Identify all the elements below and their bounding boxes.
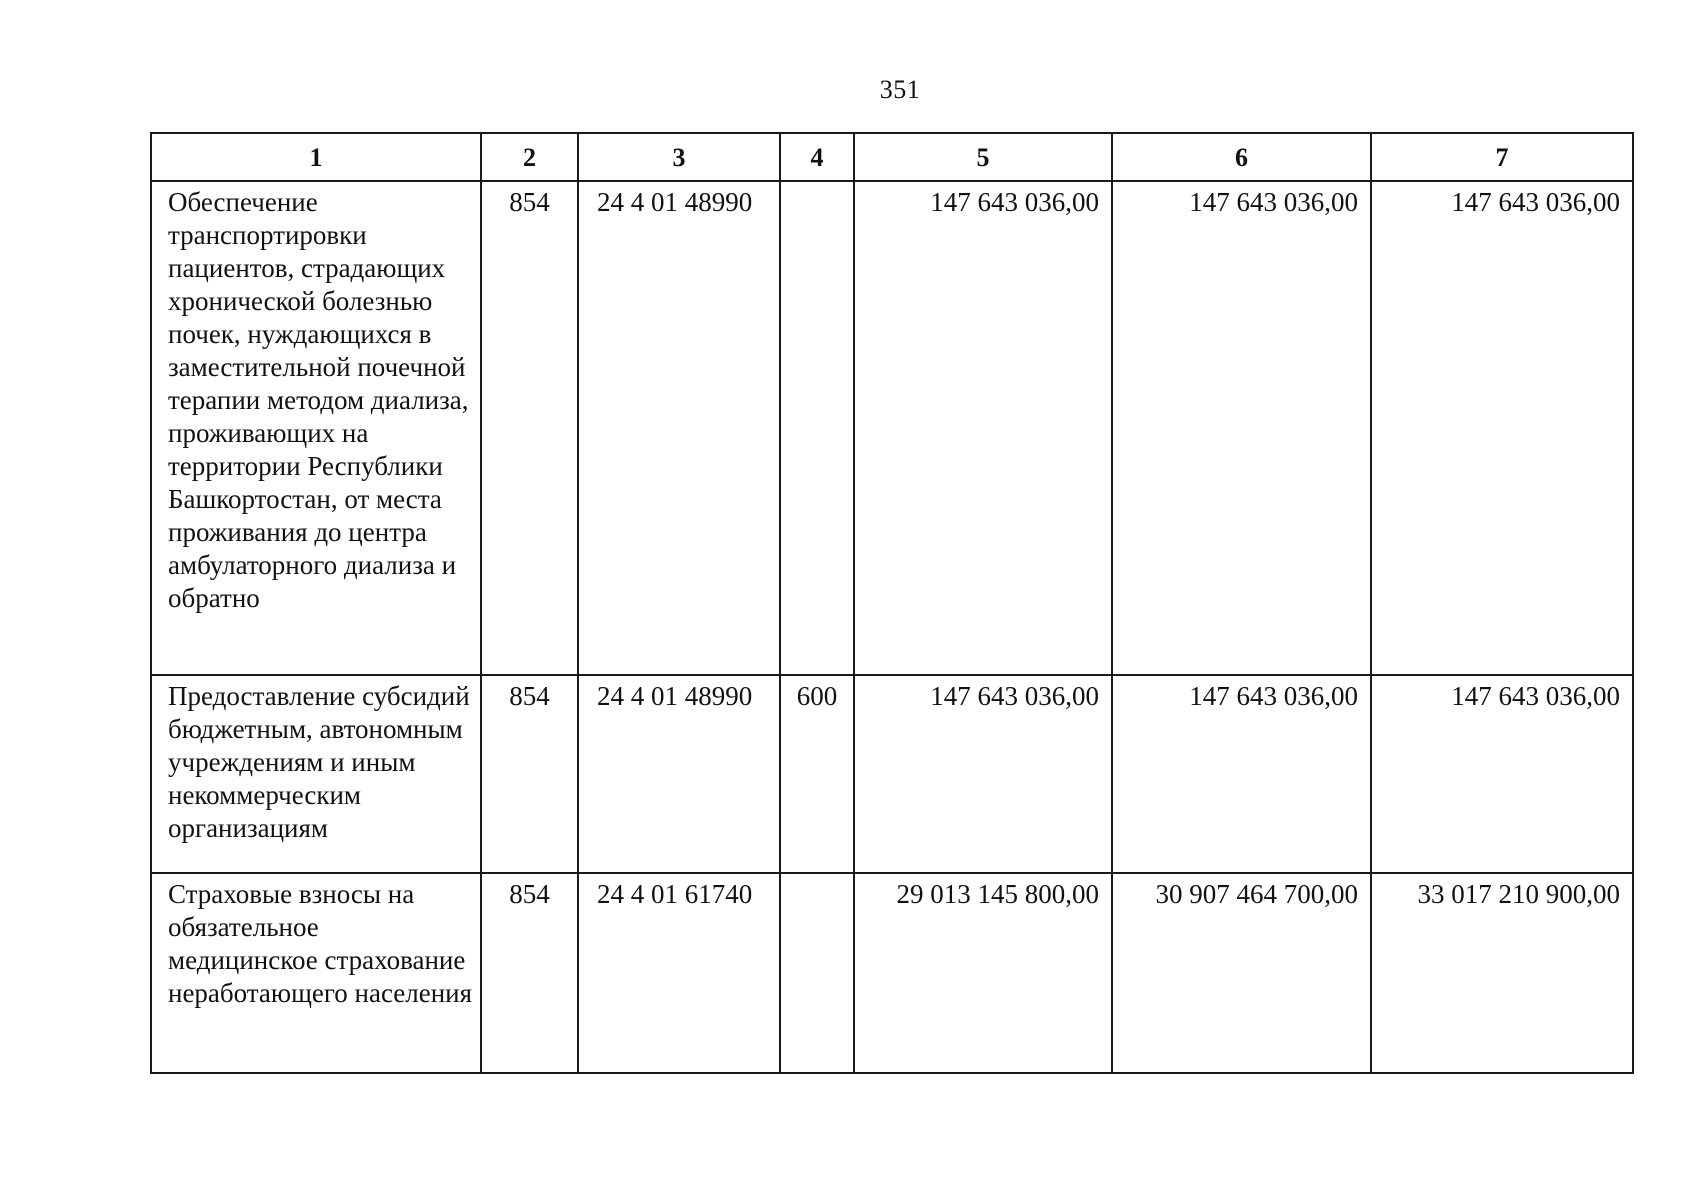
column-header: 6: [1112, 133, 1371, 181]
amount-cell-col6: 30 907 464 700,00: [1112, 873, 1371, 1073]
department-code-cell: 854: [481, 873, 578, 1073]
amount-cell-col5: 147 643 036,00: [854, 675, 1112, 873]
expense-type-cell: 600: [780, 675, 854, 873]
target-article-cell: 24 4 01 61740: [578, 873, 780, 1073]
table-row: [151, 675, 1633, 873]
amount-cell-col5: 29 013 145 800,00: [854, 873, 1112, 1073]
page-number: 351: [879, 75, 921, 104]
column-header: 1: [151, 133, 481, 181]
table-row: [151, 873, 1633, 1073]
amount-cell-col5: 147 643 036,00: [854, 181, 1112, 675]
column-header: 4: [780, 133, 854, 181]
amount-cell-col6: 147 643 036,00: [1112, 181, 1371, 675]
column-header: 5: [854, 133, 1112, 181]
amount-cell-col7: 33 017 210 900,00: [1371, 873, 1633, 1073]
amount-cell-col6: 147 643 036,00: [1112, 675, 1371, 873]
column-header: 2: [481, 133, 578, 181]
amount-cell-col7: 147 643 036,00: [1371, 675, 1633, 873]
row-name-cell: Предоставление субсидий бюджетным, автономным учреждениям и иным некоммерческим организациям: [151, 675, 481, 873]
budget-table: [150, 132, 1634, 1074]
target-article-cell: 24 4 01 48990: [578, 675, 780, 873]
department-code-cell: 854: [481, 675, 578, 873]
target-article-cell: 24 4 01 48990: [578, 181, 780, 675]
column-header: 7: [1371, 133, 1633, 181]
amount-cell-col7: 147 643 036,00: [1371, 181, 1633, 675]
table-header-row: [151, 133, 1633, 181]
expense-type-cell: [780, 873, 854, 1073]
table-row: [151, 181, 1633, 675]
column-header: 3: [578, 133, 780, 181]
department-code-cell: 854: [481, 181, 578, 675]
row-name-cell: Страховые взносы на обязательное медицинское страхование неработающего населения: [151, 873, 481, 1073]
row-name-cell: Обеспечение транспортировки пациентов, страдающих хронической болезнью почек, нуждающихся в заместительной почечной терапии методом диализа, проживающих на территории Республики Башкортостан, от места проживания до центра амбулаторного диализа и обратно: [151, 181, 481, 675]
expense-type-cell: [780, 181, 854, 675]
